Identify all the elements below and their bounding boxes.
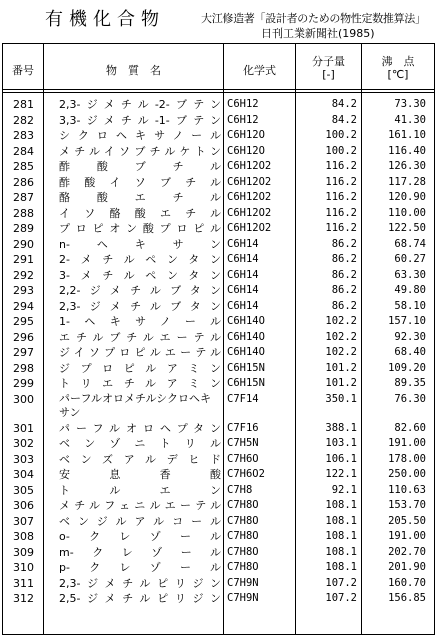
compound-name: ベンズアルデヒド	[59, 452, 221, 466]
boiling-point: 116.40	[388, 144, 426, 157]
molecular-weight: 103.1	[325, 437, 357, 449]
molecular-weight: 116.2	[325, 160, 357, 172]
compound-number: 292	[13, 268, 34, 282]
compound-name: 2,3-ジメチル-2-ブテン	[59, 98, 221, 111]
chemical-formula: C7H8O	[227, 514, 259, 527]
boiling-point: 82.60	[394, 421, 426, 434]
chemical-formula: C6H12O2	[227, 222, 272, 234]
page-title: 有機化合物	[45, 9, 165, 30]
compound-number: 294	[13, 299, 34, 313]
chemical-formula: C6H12O2	[227, 191, 272, 203]
compound-name: プロピオン酸プロピル	[59, 222, 221, 235]
compound-number: 282	[13, 113, 34, 127]
boiling-point: 68.74	[394, 237, 426, 250]
compound-number: 301	[13, 421, 34, 435]
compound-number: 290	[13, 237, 34, 251]
table-row	[0, 483, 441, 499]
boiling-point: 110.00	[388, 206, 426, 219]
column-header-mw-unit: [-]	[322, 68, 335, 81]
boiling-point: 153.70	[388, 499, 426, 511]
compound-name: エチルブチルエーテル	[59, 330, 221, 344]
compound-name: 酪酸エチル	[59, 191, 221, 204]
compound-name: パーフルオロヘプタン	[59, 421, 221, 435]
compound-number: 303	[13, 452, 34, 466]
boiling-point: 156.85	[388, 592, 426, 604]
compound-number: 302	[13, 437, 34, 450]
table-row	[0, 345, 441, 361]
molecular-weight: 102.2	[325, 330, 357, 343]
compound-number: 310	[13, 561, 34, 574]
chemical-formula: C7H6O2	[227, 468, 265, 480]
column-header-bp-unit: [℃]	[387, 68, 409, 81]
boiling-point: 122.50	[388, 222, 426, 234]
chemical-formula: C7H8O	[227, 545, 259, 558]
compound-number: 308	[13, 530, 34, 543]
molecular-weight: 84.2	[331, 113, 357, 126]
chemical-formula: C6H14	[227, 237, 259, 250]
boiling-point: 76.30	[394, 392, 426, 405]
compound-name: 2-メチルペンタン	[59, 253, 221, 266]
boiling-point: 89.35	[394, 377, 426, 389]
table-row	[0, 560, 441, 576]
molecular-weight: 102.2	[325, 346, 357, 358]
table-row	[0, 221, 441, 237]
boiling-point: 250.00	[388, 468, 426, 480]
compound-name: 2,5-ジメチルピリジン	[59, 592, 221, 605]
source-citation: 大江修造著「設計者のための物性定数推算法」	[201, 12, 426, 25]
chemical-formula: C6H12	[227, 98, 259, 110]
boiling-point: 202.70	[388, 545, 426, 558]
boiling-point: 73.30	[394, 98, 426, 110]
molecular-weight: 116.2	[325, 191, 357, 203]
table-row	[0, 268, 441, 284]
table-row	[0, 452, 441, 468]
compound-name: 酢酸ブチル	[59, 160, 221, 173]
compound-name: o-クレゾール	[59, 530, 221, 543]
table-row	[0, 498, 441, 514]
boiling-point: 161.10	[388, 129, 426, 141]
boiling-point: 60.27	[394, 253, 426, 265]
compound-name: 1-ヘキサノール	[59, 315, 221, 328]
chemical-formula: C6H12O	[227, 144, 265, 157]
table-row	[0, 283, 441, 299]
chemical-formula: C7H9N	[227, 576, 259, 589]
chemical-formula: C6H12O	[227, 129, 265, 141]
table-row	[0, 144, 441, 160]
compound-number: 311	[13, 576, 34, 590]
molecular-weight: 122.1	[325, 468, 357, 480]
molecular-weight: 101.2	[325, 377, 357, 389]
molecular-weight: 108.1	[325, 530, 357, 542]
compound-number: 304	[13, 468, 34, 481]
table-row	[0, 330, 441, 346]
compound-name: 2,3-ジメチルブタン	[59, 299, 221, 313]
table-row	[0, 467, 441, 483]
chemical-formula: C7H5N	[227, 437, 259, 449]
header-divider-double	[2, 92, 435, 93]
chemical-formula: C7H9N	[227, 592, 259, 604]
compound-number: 293	[13, 284, 34, 297]
table-row	[0, 421, 441, 437]
compound-number: 306	[13, 499, 34, 512]
compound-name: ベンジルアルコール	[59, 514, 221, 528]
boiling-point: 110.63	[388, 483, 426, 496]
chemical-formula: C6H15N	[227, 361, 265, 374]
molecular-weight: 107.2	[325, 592, 357, 604]
compound-name: ベンゾニトリル	[59, 437, 221, 450]
boiling-point: 178.00	[388, 452, 426, 465]
compound-number: 289	[13, 222, 34, 235]
molecular-weight: 102.2	[325, 315, 357, 327]
molecular-weight: 100.2	[325, 129, 357, 141]
chemical-formula: C7F14	[227, 392, 259, 405]
boiling-point: 157.10	[388, 315, 426, 327]
compound-name: p-クレゾール	[59, 561, 221, 574]
table-row	[0, 237, 441, 253]
compound-name: n-ヘキサン	[59, 237, 221, 251]
compound-name: メチルイソブチルケトン	[59, 144, 221, 158]
molecular-weight: 86.2	[331, 237, 357, 250]
compound-table-body	[0, 97, 441, 607]
table-row	[0, 361, 441, 377]
table-row	[0, 97, 441, 113]
table-row	[0, 113, 441, 129]
compound-number: 288	[13, 206, 34, 220]
compound-name: メチルフェニルエーテル	[59, 499, 221, 512]
table-row	[0, 206, 441, 222]
compound-name: トリエチルアミン	[59, 377, 221, 390]
molecular-weight: 116.2	[325, 175, 357, 188]
table-row	[0, 514, 441, 530]
chemical-formula: C6H14	[227, 268, 259, 281]
boiling-point: 109.20	[388, 361, 426, 374]
compound-name: m-クレゾール	[59, 545, 221, 559]
boiling-point: 126.30	[388, 160, 426, 172]
chemical-formula: C6H15N	[227, 377, 265, 389]
compound-number: 309	[13, 545, 34, 559]
molecular-weight: 108.1	[325, 514, 357, 527]
boiling-point: 117.28	[388, 175, 426, 188]
source-publisher: 日刊工業新聞社(1985)	[261, 27, 375, 40]
compound-number: 281	[13, 98, 34, 111]
compound-name: トルエン	[59, 483, 221, 497]
molecular-weight: 108.1	[325, 561, 357, 573]
table-row	[0, 591, 441, 607]
boiling-point: 191.00	[388, 530, 426, 542]
table-row	[0, 128, 441, 144]
table-row	[0, 159, 441, 175]
molecular-weight: 101.2	[325, 361, 357, 374]
compound-name: 酢酸イソブチル	[59, 175, 221, 189]
table-row	[0, 392, 441, 421]
boiling-point: 58.10	[394, 299, 426, 312]
header-divider	[2, 89, 435, 90]
compound-name: 安息香酸	[59, 468, 221, 481]
chemical-formula: C6H14O	[227, 330, 265, 343]
compound-number: 305	[13, 483, 34, 497]
table-row	[0, 252, 441, 268]
boiling-point: 63.30	[394, 268, 426, 281]
molecular-weight: 116.2	[325, 222, 357, 234]
table-row	[0, 190, 441, 206]
chemical-formula: C6H12O2	[227, 160, 272, 172]
compound-number: 296	[13, 330, 34, 344]
molecular-weight: 86.2	[331, 253, 357, 265]
chemical-formula: C7F16	[227, 421, 259, 434]
molecular-weight: 388.1	[325, 421, 357, 434]
boiling-point: 68.40	[394, 346, 426, 358]
table-row	[0, 545, 441, 561]
boiling-point: 120.90	[388, 191, 426, 203]
chemical-formula: C6H12	[227, 113, 259, 126]
column-header-formula: 化学式	[243, 64, 276, 77]
compound-number: 307	[13, 514, 34, 528]
column-header-no: 番号	[12, 64, 34, 77]
molecular-weight: 106.1	[325, 452, 357, 465]
column-header-bp: 沸 点	[381, 55, 415, 68]
table-row	[0, 529, 441, 545]
molecular-weight: 84.2	[331, 98, 357, 110]
compound-name: シクロヘキサノール	[59, 129, 221, 142]
molecular-weight: 108.1	[325, 545, 357, 558]
molecular-weight: 116.2	[325, 206, 357, 219]
chemical-formula: C7H8	[227, 483, 253, 496]
boiling-point: 49.80	[394, 284, 426, 296]
table-row	[0, 576, 441, 592]
boiling-point: 41.30	[394, 113, 426, 126]
molecular-weight: 86.2	[331, 299, 357, 312]
compound-name: ジプロピルアミン	[59, 361, 221, 375]
boiling-point: 205.50	[388, 514, 426, 527]
chemical-formula: C7H8O	[227, 499, 259, 511]
column-header-mw: 分子量	[312, 55, 345, 68]
compound-number: 283	[13, 129, 34, 142]
compound-name: パーフルオロメチルシクロヘキサン	[59, 391, 211, 419]
column-header-name: 物 質 名	[106, 64, 161, 77]
compound-number: 312	[13, 592, 34, 605]
boiling-point: 191.00	[388, 437, 426, 449]
compound-number: 299	[13, 377, 34, 390]
boiling-point: 92.30	[394, 330, 426, 343]
chemical-formula: C6H14	[227, 299, 259, 312]
boiling-point: 201.90	[388, 561, 426, 573]
table-row	[0, 376, 441, 392]
molecular-weight: 92.1	[331, 483, 357, 496]
molecular-weight: 86.2	[331, 284, 357, 296]
molecular-weight: 108.1	[325, 499, 357, 511]
compound-name: ジイソプロピルエーテル	[59, 346, 221, 359]
compound-name: 3,3-ジメチル-1-ブテン	[59, 113, 221, 127]
molecular-weight: 107.2	[325, 576, 357, 589]
chemical-formula: C7H8O	[227, 561, 259, 573]
chemical-formula: C7H8O	[227, 530, 259, 542]
molecular-weight: 100.2	[325, 144, 357, 157]
compound-number: 287	[13, 191, 34, 204]
chemical-formula: C6H14	[227, 284, 259, 296]
compound-number: 291	[13, 253, 34, 266]
table-row	[0, 436, 441, 452]
molecular-weight: 86.2	[331, 268, 357, 281]
compound-name: 2,3-ジメチルピリジン	[59, 576, 221, 590]
compound-number: 285	[13, 160, 34, 173]
chemical-formula: C6H14O	[227, 346, 265, 358]
compound-number: 298	[13, 361, 34, 375]
chemical-formula: C7H6O	[227, 452, 259, 465]
compound-number: 295	[13, 315, 34, 328]
molecular-weight: 350.1	[325, 392, 357, 405]
chemical-formula: C6H14O	[227, 315, 265, 327]
compound-number: 286	[13, 175, 34, 189]
table-row	[0, 175, 441, 191]
chemical-formula: C6H14	[227, 253, 259, 265]
chemical-formula: C6H12O2	[227, 206, 272, 219]
table-row	[0, 314, 441, 330]
compound-number: 284	[13, 144, 34, 158]
compound-name: 3-メチルペンタン	[59, 268, 221, 282]
compound-name: 2,2-ジメチルブタン	[59, 284, 221, 297]
chemical-formula: C6H12O2	[227, 175, 272, 188]
table-row	[0, 299, 441, 315]
compound-number: 300	[13, 392, 34, 406]
compound-name: イソ酪酸エチル	[59, 206, 221, 220]
compound-number: 297	[13, 346, 34, 359]
boiling-point: 160.70	[388, 576, 426, 589]
